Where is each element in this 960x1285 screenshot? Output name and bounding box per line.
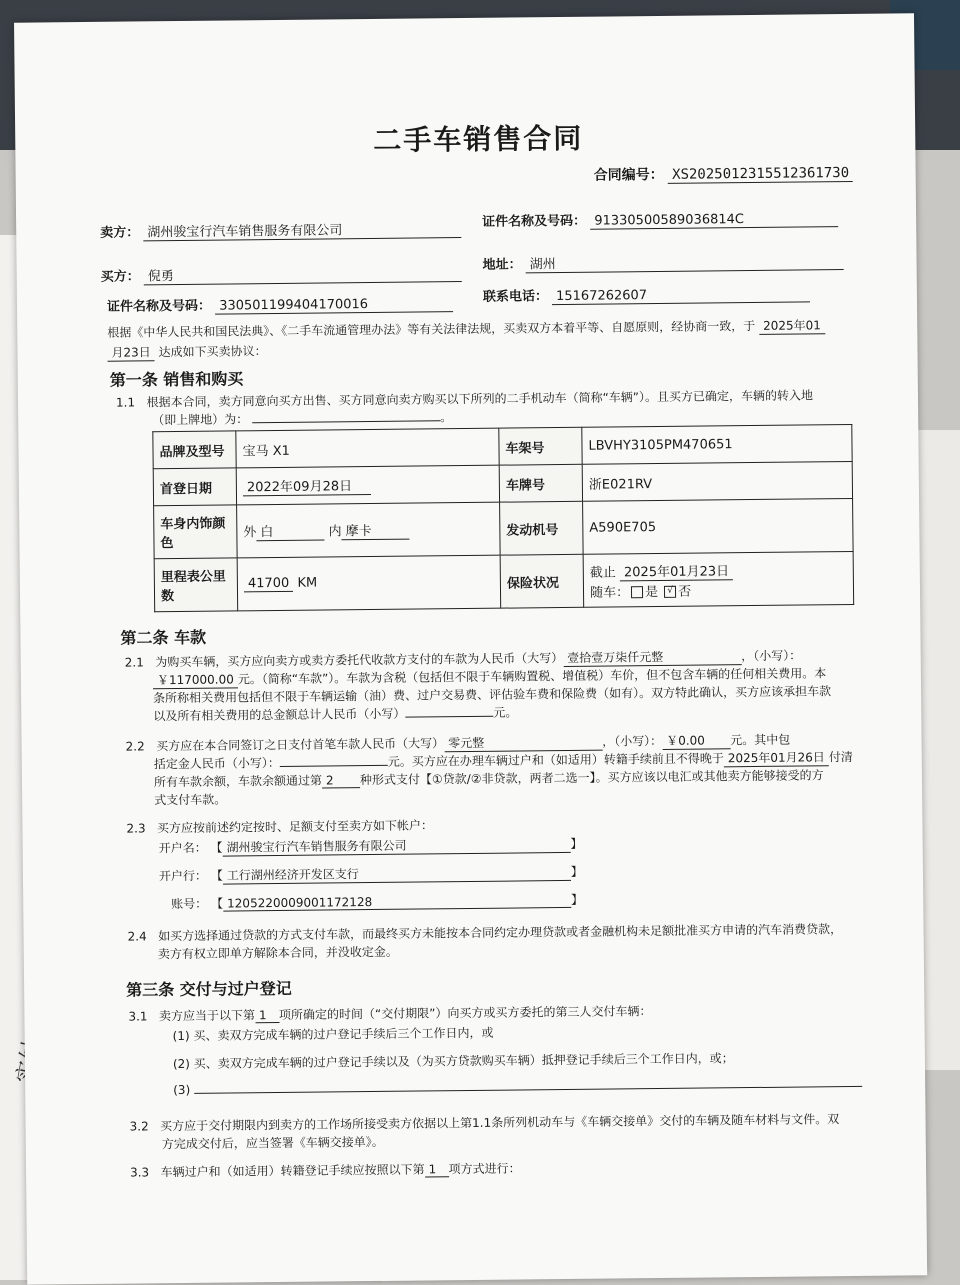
- color-cell: 外 白 内 摩卡: [237, 502, 501, 558]
- table-row: [154, 498, 854, 558]
- contract-number-row: [594, 162, 854, 185]
- seller-value: 湖州骏宝行汽车销售服务有限公司: [143, 218, 461, 241]
- page-title: 二手车销售合同: [373, 121, 584, 157]
- interior-color: 摩卡: [341, 520, 409, 541]
- transfer-option: 1: [425, 1162, 449, 1177]
- plate-label: 车牌号: [499, 464, 582, 502]
- clause-2-1-line-2: ￥117000.00 元。（简称“车款”）。车款为含税（包括但不限于车辆购置税、增值税）车价，但不包含车辆的任何相关费用。本: [153, 664, 827, 689]
- payment-method: 2: [322, 773, 360, 788]
- seller-label: 卖方：: [100, 225, 140, 241]
- first-reg-cell: [236, 465, 499, 505]
- option-3-field: [194, 1086, 862, 1094]
- insurance-cell: 截止 2025年01月23日 随车： 是 √ 否: [583, 551, 854, 607]
- color-label: 车身内饰颜色: [154, 505, 238, 559]
- seller-cert-row: [482, 207, 838, 231]
- exterior-color: 白: [256, 520, 324, 541]
- address-row: [482, 250, 843, 274]
- account-name-row: 开户名： 【 湖州骏宝行汽车销售服务有限公司 】: [158, 836, 583, 856]
- phone-label: 联系电话：: [482, 289, 549, 305]
- phone-row: [483, 282, 810, 305]
- clause-3-2-line-2: 方完成交付后，应当签署《车辆交接单》。: [161, 1134, 384, 1152]
- seller-cert-label: 证件名称及号码：: [482, 213, 587, 230]
- preamble-date-b: 月23日: [107, 343, 154, 361]
- preamble-date-a: 2025年01: [759, 316, 825, 335]
- engine-label: 发动机号: [500, 501, 584, 555]
- price-upper: 壹拾壹万柒仟元整: [563, 647, 741, 667]
- insurance-no-checkbox[interactable]: √: [664, 586, 676, 598]
- buyer-cert-label: 证件名称及号码：: [106, 298, 212, 315]
- insurance-label: 保险状况: [500, 554, 584, 608]
- clause-3-1-option-2: (2) 买、卖双方完成车辆的过户登记手续以及（为买方贷款购买车辆）抵押登记手续后三个工作日内，或；: [172, 1051, 734, 1072]
- buyer-cert-value: 330501199404170016: [215, 296, 453, 314]
- first-payment-upper: 零元整: [444, 733, 602, 753]
- buyer-value: 倪勇: [144, 262, 462, 285]
- account-number-value: 1205220009001172128: [223, 893, 571, 912]
- price-lower: ￥117000.00: [153, 670, 238, 689]
- clause-1-1: 1.1 根据本合同，卖方同意向买方出售、买方同意向卖方购买以下所列的二手机动车（简称“车辆”）。且买方已确定，车辆的转入地: [115, 388, 814, 410]
- clause-3-1-option-3: (3): [173, 1076, 862, 1097]
- vin-label: 车架号: [499, 427, 582, 465]
- contract-page: [14, 13, 927, 1284]
- clause-2-1-line-3: 条所称相关费用包括但不限于车辆运输（油）费、过户交易费、评估验车费和保险费（如有）。双方特此确认，买方应该承担车款: [153, 684, 832, 706]
- buyer-row: [101, 262, 462, 286]
- seller-row: [100, 218, 461, 242]
- clause-2-2-line-2: 括定金人民币（小写）： 元。买方应在办理车辆过户和（如适用）转籍手续前且不得晚于 2025年01月26日 付清: [153, 749, 853, 772]
- article-3-title: 第三条 交付与过户登记: [126, 978, 292, 1000]
- preamble-line-2: 月23日 达成如下买卖协议：: [107, 342, 266, 362]
- article-1-title: 第一条 销售和购买: [109, 369, 244, 390]
- first-reg-value: 2022年09月28日: [243, 475, 371, 496]
- clause-3-1-option-1: (1) 买、卖双方完成车辆的过户登记手续后三个工作日内，或: [172, 1025, 494, 1044]
- insurance-until-value: 2025年01月23日: [620, 560, 733, 581]
- engine-value: A590E705: [583, 498, 854, 554]
- mileage-label: 里程表公里数: [154, 558, 238, 612]
- clause-2-2-line-3: 所有车款余额，车款余额通过第 2 种形式支付【①贷款/②非贷款，两者二选一】。买方应该以电汇或其他卖方能够接受的方: [153, 768, 824, 790]
- table-row: [154, 551, 854, 611]
- mileage-unit: KM: [297, 575, 318, 591]
- clause-2-4-line-1: 2.4 如买方选择通过贷款的方式支付车款，而最终买方未能按本合同约定办理贷款或者金融机构未足额批准买方申请的汽车消费贷款，: [127, 922, 843, 944]
- clause-2-1-line-1: 2.1 为购买车辆，买方应向卖方或卖方委托代收款方支付的车款为人民币（大写） 壹拾壹万柒仟元整 ，（小写）：: [124, 648, 802, 670]
- account-bank-row: 开户行： 【 工行湖州经济开发区支行 】: [158, 864, 583, 884]
- plate-value: 浙E021RV: [582, 461, 852, 501]
- account-number-row: 账号： 【 1205220009001172128 】: [171, 892, 584, 912]
- preamble-line-1: 根据《中华人民共和国民法典》、《二手车流通管理办法》等有关法律法规，买卖双方本着平等、自愿原则，经协商一致，于 2025年01: [107, 316, 825, 342]
- deposit-field: [280, 765, 388, 767]
- buyer-label: 买方：: [100, 269, 140, 285]
- clause-2-3: 2.3 买方应按前述约定按时、足额支付至卖方如下帐户：: [126, 818, 434, 836]
- phone-value: 15167262607: [552, 286, 810, 305]
- contract-number-value: XS20250123155123617​30: [668, 165, 853, 184]
- brand-label: 品牌及型号: [153, 431, 236, 469]
- delivery-option: 1: [255, 1008, 279, 1023]
- first-reg-label: 首登日期: [153, 468, 236, 506]
- clause-2-1-line-4: 以及所有相关费用的总金额总计人民币（小写） 元。: [153, 705, 518, 724]
- seller-cert-value: 91330500589036814C: [590, 211, 838, 230]
- clause-2-4-line-2: 卖方有权立即单方解除本合同，并没收定金。: [157, 944, 398, 962]
- brand-value: 宝马 X1: [236, 428, 499, 468]
- contract-number-label: 合同编号：: [593, 166, 664, 184]
- vin-value: LBVHY3105PM470651: [582, 424, 852, 464]
- buyer-cert-row: [107, 292, 453, 316]
- final-payment-date: 2025年01月26日: [724, 748, 829, 767]
- total-amount-field: [405, 716, 493, 718]
- registration-place-field: [252, 420, 440, 423]
- mileage-value: 41700: [244, 576, 294, 593]
- clause-3-2-line-1: 3.2 买方应于交付期限内到卖方的工作场所接受卖方依据以上第1.1条所列机动车与《车辆交接单》交付的车辆及随车材料与文件。双: [129, 1112, 840, 1134]
- clause-3-3: 3.3 车辆过户和（如适用）转籍登记手续应按照以下第 1 项方式进行：: [129, 1161, 521, 1180]
- vehicle-info-table: [152, 424, 854, 612]
- address-value: 湖州: [526, 250, 844, 273]
- article-2-title: 第二条 车款: [120, 627, 207, 648]
- clause-1-1-line-2: （即上牌地）为： 。: [152, 410, 453, 428]
- insurance-yes-checkbox[interactable]: [631, 586, 643, 598]
- address-label: 地址：: [482, 257, 522, 273]
- clause-2-2-line-4: 式支付车款。: [154, 792, 227, 808]
- account-bank-value: 工行湖州经济开发区支行: [223, 863, 571, 885]
- clause-2-2-line-1: 2.2 买方应在本合同签订之日支付首笔车款人民币（大写） 零元整 ，（小写）： ￥0.00 元。其中包: [125, 732, 791, 754]
- clause-3-1: 3.1 卖方应当于以下第 1 项所确定的时间（“交付期限”）向买方或买方委托的第三人交付车辆：: [128, 1004, 652, 1024]
- mileage-cell: [237, 555, 501, 611]
- account-name-value: 湖州骏宝行汽车销售服务有限公司: [222, 835, 570, 857]
- first-payment-lower: ￥0.00: [662, 731, 730, 750]
